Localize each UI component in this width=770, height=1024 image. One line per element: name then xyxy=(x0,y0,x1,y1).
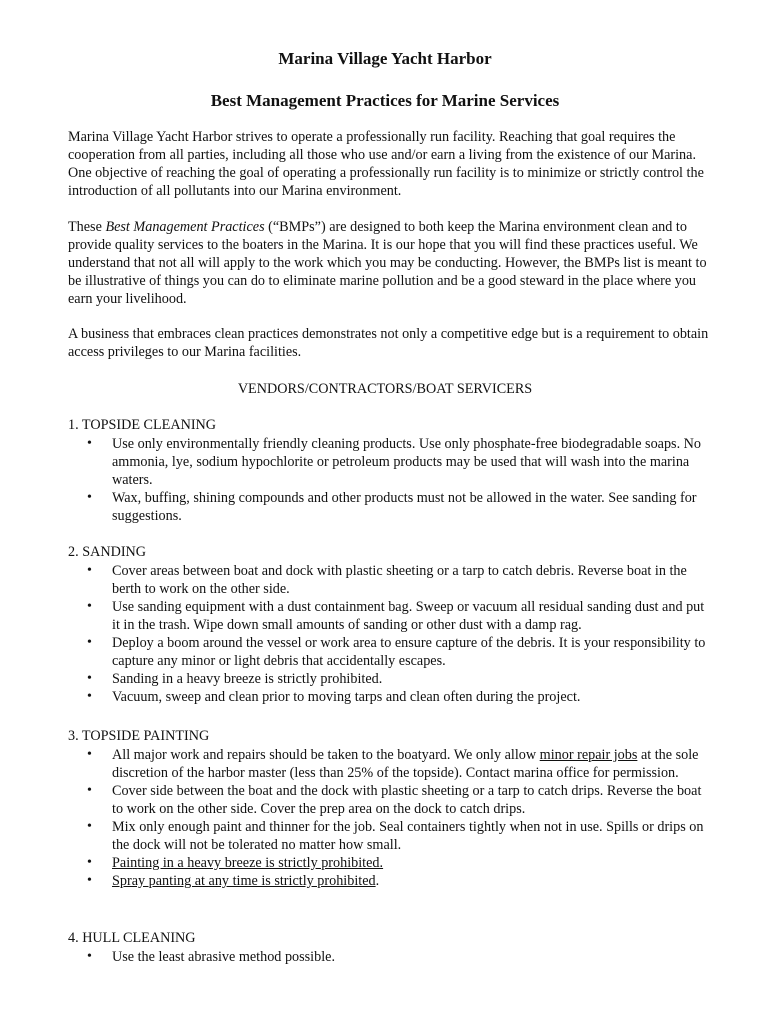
intro-paragraph-1: Marina Village Yacht Harbor strives to operate a professionally run facility. Reaching that goal requires the cooperation from all parties, including all those who use and/or earn a living from the existence of our Marina. One objective of reaching the goal of operating a professionally run facility is to minimize or strictly control the introduction of all pollutants into our Marina environment. xyxy=(68,129,704,199)
intro-paragraph-3: A business that embraces clean practices demonstrates not only a competitive edge but is a requirement to obtain access privileges to our Marina facilities. xyxy=(68,326,709,360)
bullet-icon: • xyxy=(87,949,92,964)
list-item-text: Deploy a boom around the vessel or work area to ensure capture of the debris. It is your responsibility to capture any minor or light debris that accidentally escapes. xyxy=(112,635,706,669)
bullet-icon: • xyxy=(87,490,92,505)
bullet-icon: • xyxy=(87,599,92,614)
list-item-text: Use the least abrasive method possible. xyxy=(112,949,336,965)
bullet-icon: • xyxy=(87,783,92,798)
list-item xyxy=(68,688,708,706)
section-heading-sanding: 2. SANDING xyxy=(68,544,147,560)
intro-2-text-b: (“BMPs”) are designed to both keep the Marina environment clean and to provide quality services to the boaters in the Marina. It is our hope that you will find these practices useful. We understand that not all will apply to the work which you may be conducting. However, the BMPs list is meant to be illustrative of things you can do to eliminate marine pollution and be a good steward in the place where you earn your livelihood. xyxy=(68,219,707,307)
list-item xyxy=(68,435,708,489)
document-title: Marina Village Yacht Harbor xyxy=(278,49,492,68)
list-item xyxy=(68,782,708,818)
list-item xyxy=(68,818,708,854)
bullet-icon: • xyxy=(87,819,92,834)
list-item-text: Use sanding equipment with a dust containment bag. Sweep or vacuum all residual sanding dust and put it in the trash. Wipe down small amounts of sanding or other dust with a damp rag. xyxy=(112,599,705,633)
list-item-text: Use only environmentally friendly cleaning products. Use only phosphate-free biodegradable soaps. No ammonia, lye, sodium hypochlorite or petroleum products may be used that will wash into the marina waters. xyxy=(112,436,702,488)
topside-cleaning-list xyxy=(68,435,708,525)
audience-heading: VENDORS/CONTRACTORS/BOAT SERVICERS xyxy=(237,381,533,397)
intro-paragraph-2 xyxy=(68,218,718,308)
sanding-list xyxy=(68,562,708,706)
list-item xyxy=(68,598,708,634)
list-item-text: Cover side between the boat and the dock with plastic sheeting or a tarp to catch drips. Reverse the boat to work on the other side. Cover the prep area on the dock to catch drips. xyxy=(112,783,702,817)
bullet-icon: • xyxy=(87,436,92,451)
minor-repair-jobs-link[interactable]: minor repair jobs xyxy=(539,747,638,763)
list-item xyxy=(68,872,708,890)
list-item xyxy=(68,634,708,670)
list-item-period: . xyxy=(375,873,380,889)
section-heading-topside-painting: 3. TOPSIDE PAINTING xyxy=(68,728,210,744)
list-item-text: Spray panting at any time is strictly prohibited xyxy=(112,873,376,889)
list-item-text-b: at the sole discretion of the harbor master (less than 25% of the topside). Contact marina office for permission. xyxy=(112,747,699,781)
list-item-text: Painting in a heavy breeze is strictly prohibited. xyxy=(112,855,384,871)
intro-2-emphasis: Best Management Practices xyxy=(105,219,265,235)
list-item xyxy=(68,746,708,782)
list-item xyxy=(68,854,708,872)
section-heading-hull-cleaning: 4. HULL CLEANING xyxy=(68,930,196,946)
bullet-icon: • xyxy=(87,689,92,704)
list-item-text: Vacuum, sweep and clean prior to moving tarps and clean often during the project. xyxy=(112,689,581,705)
list-item-text: Sanding in a heavy breeze is strictly prohibited. xyxy=(112,671,383,687)
list-item xyxy=(68,948,708,966)
list-item-text: Mix only enough paint and thinner for the job. Seal containers tightly when not in use. Spills or drips on the dock will not be tolerated no matter how small. xyxy=(112,819,704,853)
topside-painting-list xyxy=(68,746,708,890)
list-item-text: Cover areas between boat and dock with plastic sheeting or a tarp to catch debris. Reverse boat in the berth to work on the other side. xyxy=(112,563,687,597)
bullet-icon: • xyxy=(87,747,92,762)
bullet-icon: • xyxy=(87,855,92,870)
bullet-icon: • xyxy=(87,563,92,578)
list-item xyxy=(68,489,708,525)
bullet-icon: • xyxy=(87,635,92,650)
intro-2-text-a: These xyxy=(68,219,106,235)
bullet-icon: • xyxy=(87,873,92,888)
section-heading-topside-cleaning: 1. TOPSIDE CLEANING xyxy=(68,417,217,433)
list-item-text-a: All major work and repairs should be taken to the boatyard. We only allow xyxy=(112,747,540,763)
document-subtitle: Best Management Practices for Marine Services xyxy=(210,91,560,110)
bullet-icon: • xyxy=(87,671,92,686)
list-item xyxy=(68,670,708,688)
hull-cleaning-list xyxy=(68,948,708,966)
list-item xyxy=(68,562,708,598)
list-item-text: Wax, buffing, shining compounds and other products must not be allowed in the water. See sanding for suggestions. xyxy=(112,490,697,524)
